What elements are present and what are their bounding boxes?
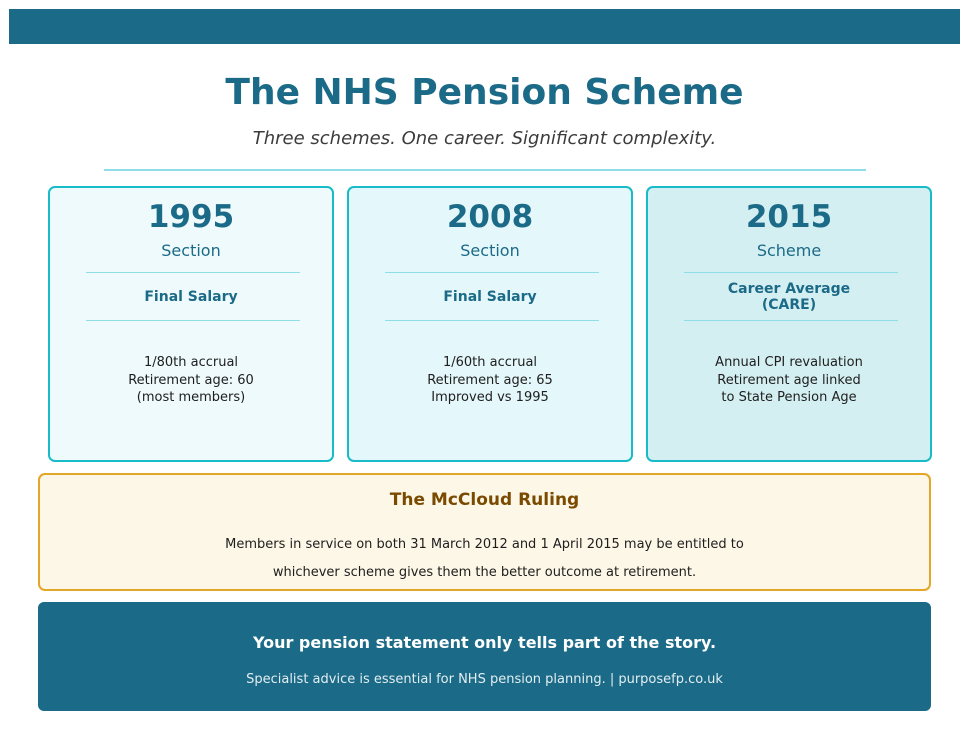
scheme-year: 1995 [147, 199, 235, 235]
scheme-details [50, 354, 332, 407]
top-banner [9, 9, 960, 44]
card-divider [86, 320, 300, 321]
scheme-card-2008 [347, 186, 633, 462]
detail-line: Improved vs 1995 [431, 390, 549, 405]
scheme-type: Career Average (CARE) [727, 281, 851, 313]
scheme-year: 2008 [446, 199, 534, 235]
scheme-type: Final Salary [144, 289, 238, 305]
mccloud-ruling-box [38, 473, 931, 591]
scheme-card-1995 [48, 186, 334, 462]
footer-banner [38, 602, 931, 711]
detail-line: to State Pension Age [721, 390, 857, 405]
scheme-year: 2015 [745, 199, 833, 235]
ruling-line: whichever scheme gives them the better outcome at retirement. [272, 565, 697, 580]
card-divider [684, 272, 898, 273]
card-divider [684, 320, 898, 321]
detail-line: Retirement age linked [717, 372, 861, 388]
card-divider [385, 272, 599, 273]
detail-line: Retirement age: 65 [427, 372, 553, 388]
detail-line: Retirement age: 60 [128, 372, 254, 388]
page-title: The NHS Pension Scheme [225, 72, 744, 113]
title-divider [104, 169, 866, 171]
detail-line: Annual CPI revaluation [715, 355, 863, 370]
scheme-card-2015 [646, 186, 932, 462]
scheme-kind: Section [161, 241, 221, 260]
card-divider [86, 272, 300, 273]
ruling-text [40, 531, 929, 587]
scheme-type: Final Salary [443, 289, 537, 305]
scheme-kind: Scheme [756, 241, 822, 260]
scheme-details [648, 354, 930, 407]
ruling-line: Members in service on both 31 March 2012 and 1 April 2015 may be entitled to [225, 537, 744, 552]
scheme-details [349, 354, 631, 407]
footer-headline: Your pension statement only tells part of the story. [252, 633, 717, 652]
card-divider [385, 320, 599, 321]
page-subtitle: Three schemes. One career. Significant complexity. [252, 128, 717, 149]
detail-line: 1/80th accrual [143, 355, 239, 370]
ruling-title: The McCloud Ruling [389, 490, 580, 510]
footer-note: Specialist advice is essential for NHS pension planning. | purposefp.co.uk [246, 672, 723, 687]
detail-line: 1/60th accrual [442, 355, 538, 370]
detail-line: (most members) [136, 390, 246, 405]
scheme-kind: Section [460, 241, 520, 260]
